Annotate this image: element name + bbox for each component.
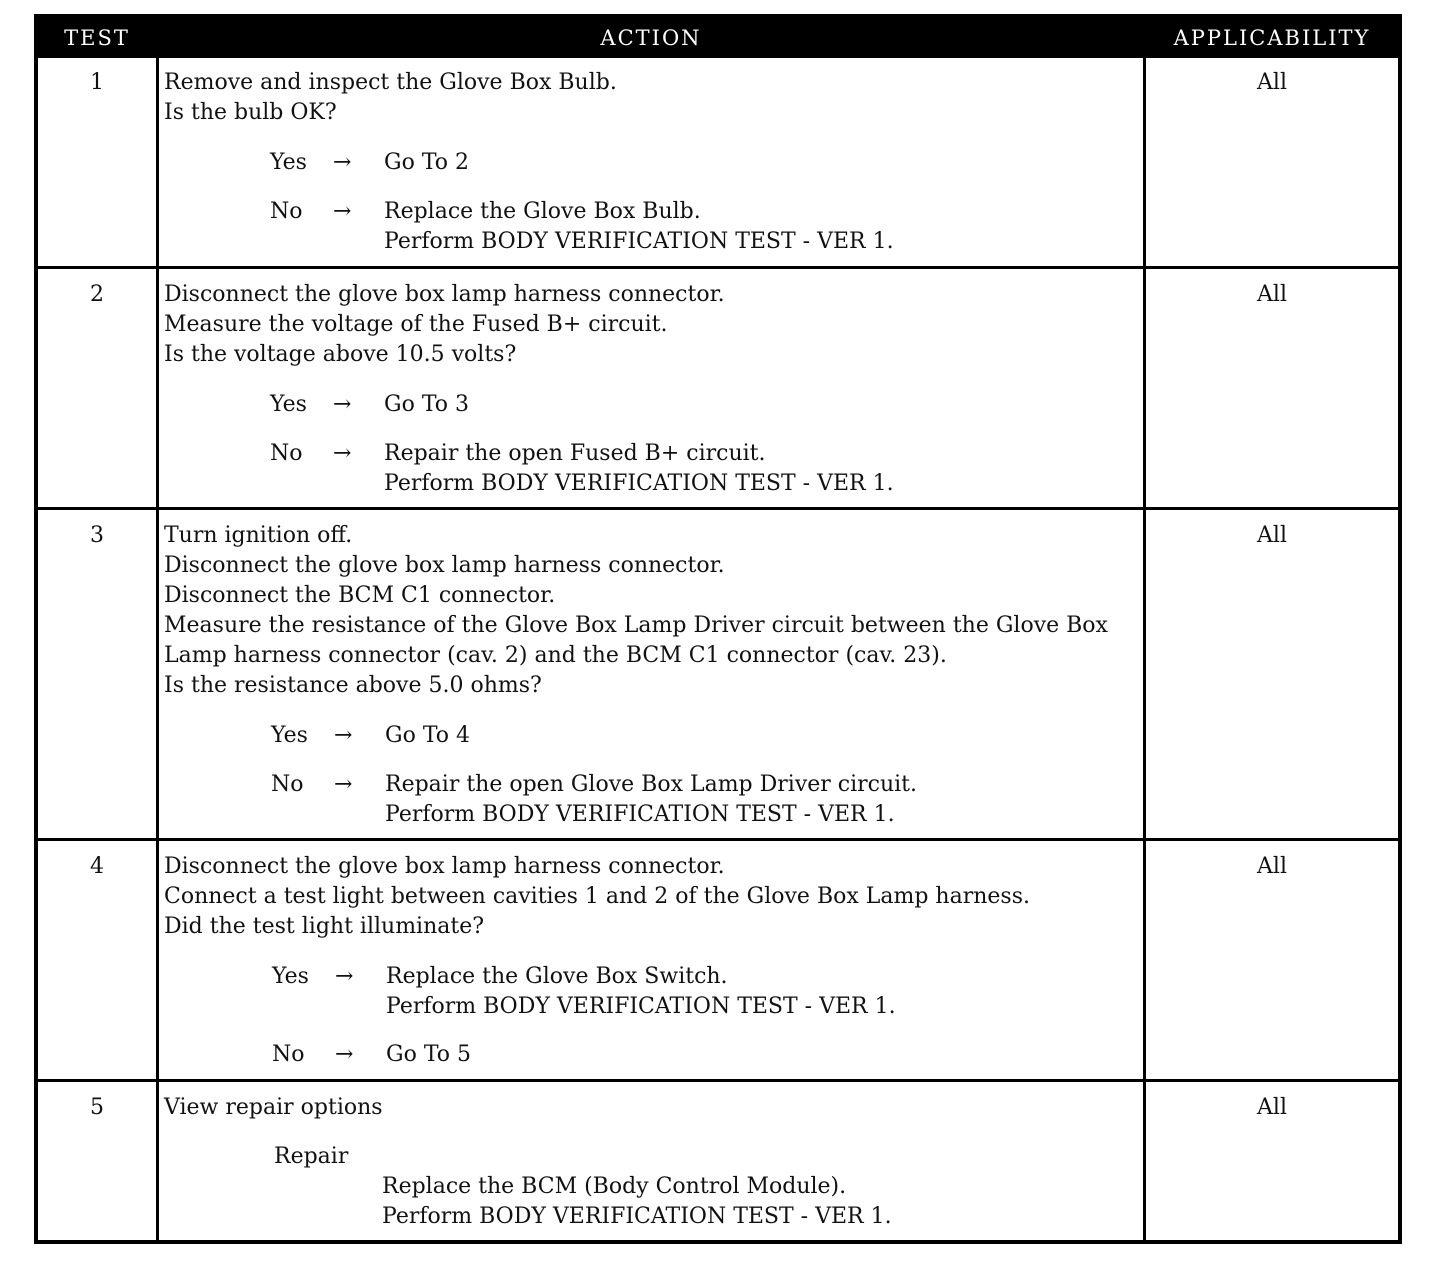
- no-action-line2: Perform BODY VERIFICATION TEST - VER 1.: [384, 471, 894, 496]
- action-text: Remove and inspect the Glove Box Bulb. Is the bulb OK?: [164, 70, 617, 125]
- yes-label: Yes: [272, 964, 309, 989]
- action-text: View repair options: [164, 1095, 383, 1120]
- applicability-value: All: [1257, 282, 1287, 307]
- yes-action: Go To 4: [385, 723, 471, 748]
- yes-action: Replace the Glove Box Switch.: [386, 964, 728, 989]
- no-label: No: [272, 1042, 305, 1067]
- applicability-value: All: [1257, 854, 1287, 879]
- no-label: No: [270, 199, 303, 224]
- arrow-icon: →: [333, 441, 352, 466]
- action-text: Disconnect the glove box lamp harness connector. Connect a test light between cavities 1 and 2 of the Glove Box Lamp harness. Did the test light illuminate?: [164, 854, 1030, 939]
- action-text: Disconnect the glove box lamp harness connector. Measure the voltage of the Fused B+ circuit. Is the voltage above 10.5 volts?: [164, 282, 725, 367]
- no-action: Repair the open Glove Box Lamp Driver circuit.: [385, 772, 918, 797]
- row-divider: [38, 266, 1398, 269]
- no-label: No: [271, 772, 304, 797]
- header-applicability: APPLICABILITY: [1173, 26, 1371, 50]
- test-number: 1: [90, 70, 104, 95]
- yes-label: Yes: [270, 150, 307, 175]
- test-number: 3: [90, 523, 104, 548]
- arrow-icon: →: [334, 772, 353, 797]
- no-action: Go To 5: [386, 1042, 472, 1067]
- arrow-icon: →: [333, 150, 352, 175]
- row-divider: [38, 838, 1398, 841]
- applicability-value: All: [1257, 70, 1287, 95]
- no-action-line2: Perform BODY VERIFICATION TEST - VER 1.: [385, 802, 895, 827]
- no-action-line2: Perform BODY VERIFICATION TEST - VER 1.: [384, 229, 894, 254]
- row-divider: [38, 507, 1398, 510]
- yes-label: Yes: [271, 723, 308, 748]
- repair-label: Repair: [274, 1144, 349, 1169]
- yes-action: Go To 2: [384, 150, 470, 175]
- arrow-icon: →: [333, 392, 352, 417]
- action-text: Turn ignition off. Disconnect the glove box lamp harness connector. Disconnect the BCM C1 connector. Measure the resistance of the Glove Box Lamp Driver circuit between the Glove Box Lamp harness connector (cav. 2) and the BCM C1 connector (cav. 23). Is the resistance above 5.0 ohms?: [164, 523, 1108, 698]
- arrow-icon: →: [333, 199, 352, 224]
- test-number: 4: [90, 854, 104, 879]
- no-action: Replace the Glove Box Bulb.: [384, 199, 701, 224]
- header-action: ACTION: [600, 26, 702, 50]
- arrow-icon: →: [335, 964, 354, 989]
- yes-action-line2: Perform BODY VERIFICATION TEST - VER 1.: [386, 994, 896, 1019]
- yes-action: Go To 3: [384, 392, 470, 417]
- arrow-icon: →: [335, 1042, 354, 1067]
- diagnostic-table: [34, 14, 1402, 1244]
- arrow-icon: →: [334, 723, 353, 748]
- yes-label: Yes: [270, 392, 307, 417]
- applicability-value: All: [1257, 1095, 1287, 1120]
- table-header: [38, 18, 1398, 58]
- no-action: Repair the open Fused B+ circuit.: [384, 441, 766, 466]
- header-test: TEST: [64, 26, 130, 50]
- applicability-value: All: [1257, 523, 1287, 548]
- no-label: No: [270, 441, 303, 466]
- row-divider: [38, 1079, 1398, 1082]
- column-divider: [156, 58, 159, 1240]
- test-number: 2: [90, 282, 104, 307]
- repair-action: Replace the BCM (Body Control Module). Perform BODY VERIFICATION TEST - VER 1.: [382, 1174, 892, 1229]
- test-number: 5: [90, 1095, 104, 1120]
